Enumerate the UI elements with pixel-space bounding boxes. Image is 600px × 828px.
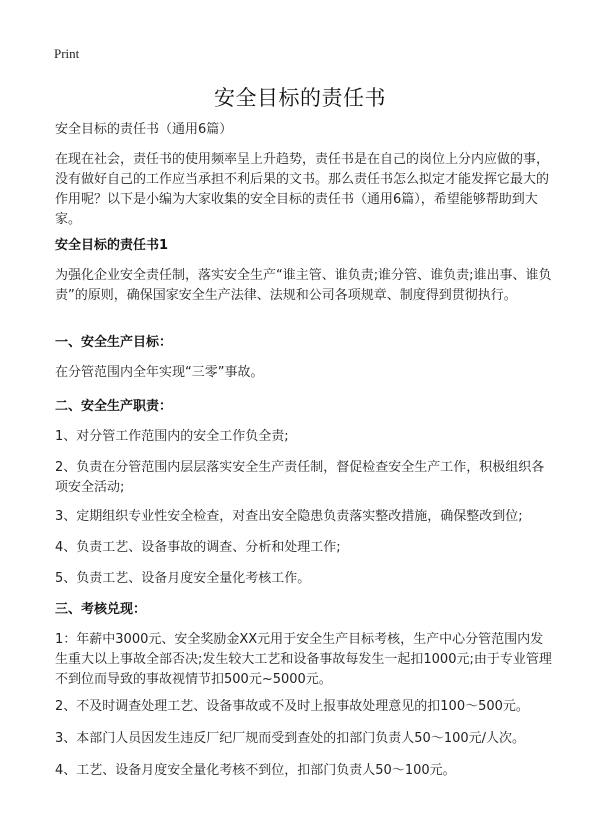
- print-label: Print: [54, 46, 80, 61]
- part3-heading: 三、考核兑现：: [55, 602, 147, 617]
- part3-item-4-block: [55, 761, 555, 781]
- part3-item: 3、本部门人员因发生违反厂纪厂规而受到查处的扣部门负责人50～100元/人次。: [55, 731, 526, 746]
- part2-item-2-block: [55, 458, 555, 498]
- part3-item-3-block: [55, 729, 555, 749]
- part3-item: 1：年薪中3000元、安全奖励金XX元用于安全生产目标考核，生产中心分管范围内发生重大以上事故全部否决;发生较大工艺和设备事故每发生一起扣1000元;由于专业管理不到位而导致的事故视情节扣500元~5000元。: [55, 632, 552, 687]
- part2-item: 1、对分管工作范围内的安全工作负全责;: [55, 429, 289, 444]
- part3-heading-block: [55, 600, 555, 620]
- part3-item-1-block: [55, 630, 555, 690]
- part2-item: 2、负责在分管范围内层层落实安全生产责任制，督促检查安全生产工作，积极组织各项安全活动;: [55, 460, 545, 495]
- section-heading-block: [55, 236, 555, 256]
- part2-item: 5、负责工艺、设备月度安全量化考核工作。: [55, 571, 311, 586]
- document-subtitle: 安全目标的责任书（通用6篇）: [55, 122, 233, 137]
- part2-item-3-block: [55, 507, 555, 527]
- part3-item-2-block: [55, 697, 555, 717]
- preamble-paragraph: 为强化企业安全责任制，落实安全生产“谁主管、谁负责;谁分管、谁负责;谁出事、谁负责”的原则，确保国家安全生产法律、法规和公司各项规章、制度得到贯彻执行。: [55, 268, 552, 303]
- preamble-block: [55, 266, 555, 306]
- part2-item: 4、负责工艺、设备事故的调查、分析和处理工作;: [55, 540, 341, 555]
- part2-heading: 二、安全生产职责：: [55, 399, 173, 414]
- part1-item-block: [55, 363, 555, 383]
- intro-paragraph: 在现在社会，责任书的使用频率呈上升趋势，责任书是在自己的岗位上分内应做的事，没有做好自己的工作应当承担不利后果的文书。那么责任书怎么拟定才能发挥它最大的作用呢？以下是小编为大家收集的安全目标的责任书（通用6篇），希望能够帮助到大家。: [55, 152, 550, 227]
- part2-heading-block: [55, 397, 555, 417]
- part3-item: 4、工艺、设备月度安全量化考核不到位，扣部门负责人50～100元。: [55, 763, 456, 778]
- part1-heading: 一、安全生产目标：: [55, 335, 173, 350]
- part1-heading-block: [55, 333, 555, 353]
- part2-item-1-block: [55, 427, 555, 447]
- subtitle-block: [55, 120, 555, 140]
- document-title: 安全目标的责任书: [214, 86, 386, 110]
- part1-item: 在分管范围内全年实现“三零”事故。: [55, 365, 264, 380]
- intro-block: [55, 150, 555, 230]
- section-heading: 安全目标的责任书1: [55, 238, 169, 253]
- part2-item: 3、定期组织专业性安全检查，对查出安全隐患负责落实整改措施，确保整改到位;: [55, 509, 523, 524]
- part2-item-5-block: [55, 569, 555, 589]
- part2-item-4-block: [55, 538, 555, 558]
- part3-item: 2、不及时调查处理工艺、设备事故或不及时上报事故处理意见的扣100～500元。: [55, 699, 529, 714]
